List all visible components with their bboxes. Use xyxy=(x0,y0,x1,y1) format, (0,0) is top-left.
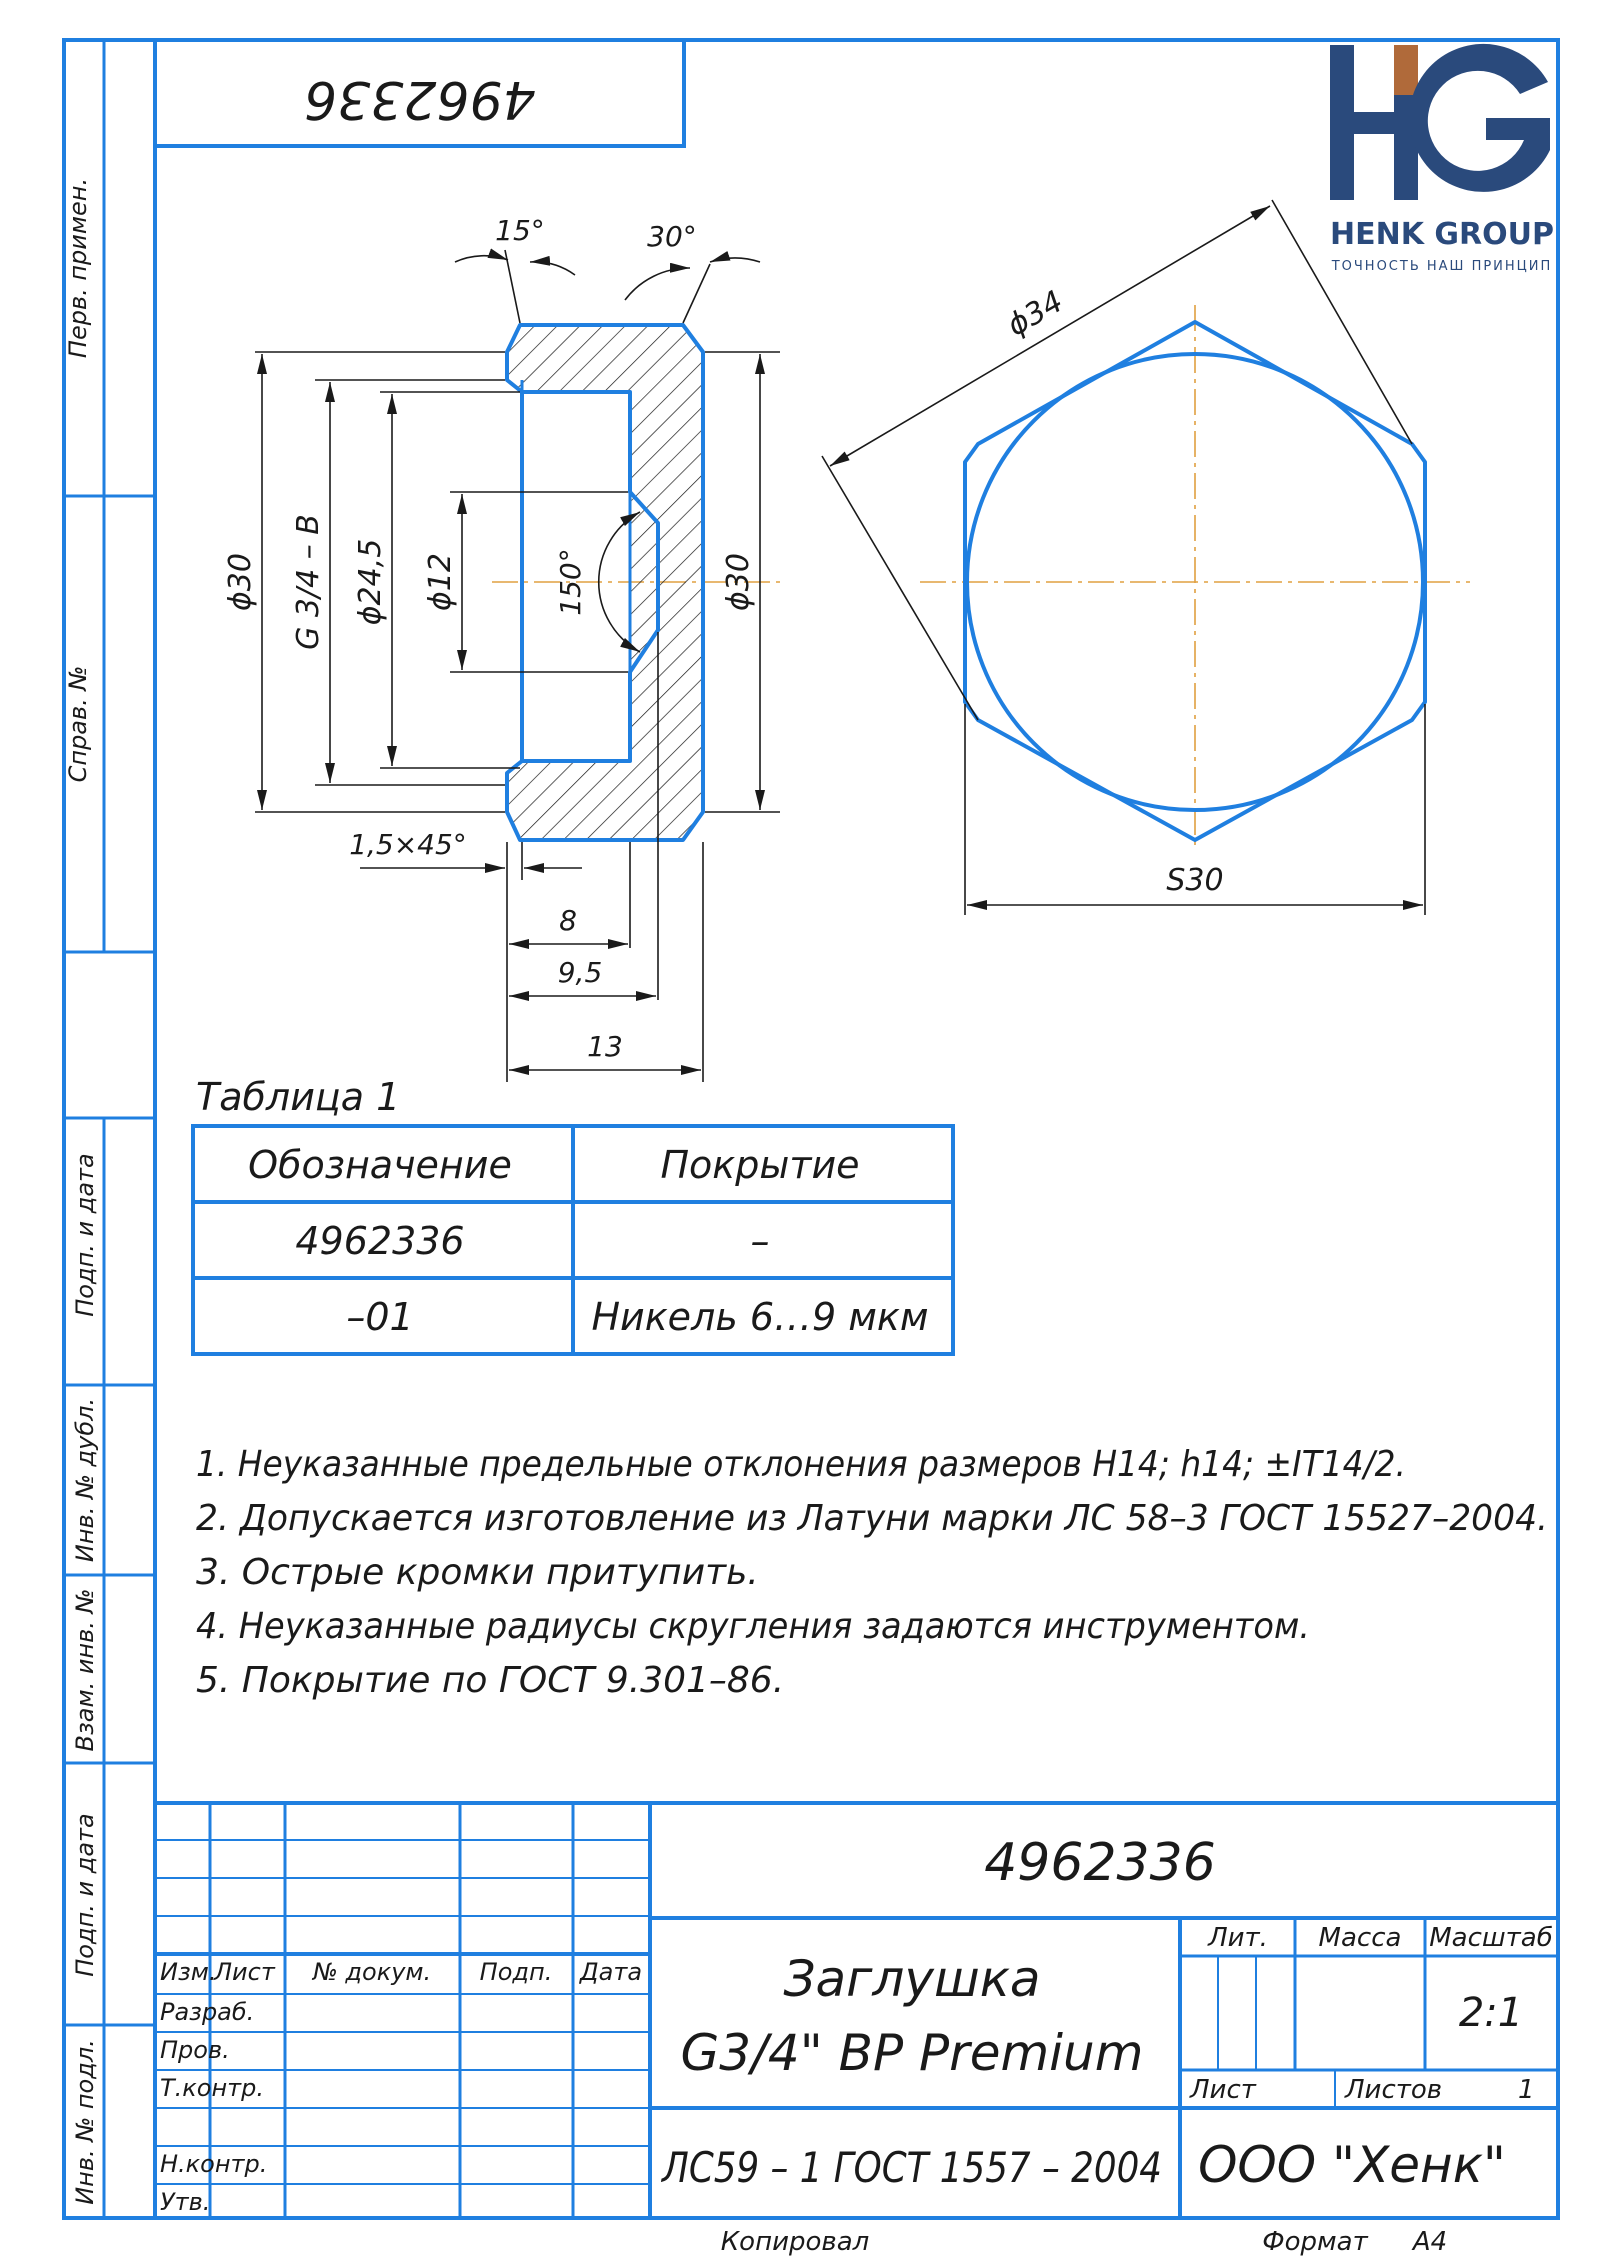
table-header-designation: Обозначение xyxy=(248,1143,512,1187)
tb-data: Дата xyxy=(579,1958,643,1986)
tb-massa: Масса xyxy=(1318,1923,1402,1953)
tb-company: ООО "Хенк" xyxy=(1198,2136,1506,2194)
tb-n-dokum: № докум. xyxy=(312,1958,432,1986)
table-title: Таблица 1 xyxy=(196,1075,401,1119)
dim-len-8: 8 xyxy=(559,904,577,937)
tb-name-line2: G3/4" ВР Premium xyxy=(680,2024,1144,2082)
dim-d34: ϕ34 xyxy=(1001,284,1070,344)
table-cell-r2-c1: –01 xyxy=(346,1295,414,1339)
dim-d12: ϕ12 xyxy=(423,553,458,611)
title-block xyxy=(155,1803,1558,2218)
dim-chamfer: 1,5×45° xyxy=(349,828,467,861)
dim-angle-30: 30° xyxy=(647,220,697,253)
dim-angle-150: 150° xyxy=(554,548,587,616)
footer-kopiroval: Копировал xyxy=(720,2227,870,2257)
dim-d30-right: ϕ30 xyxy=(721,553,756,611)
dim-s30: S30 xyxy=(1166,863,1224,898)
tb-number: 4962336 xyxy=(984,1833,1216,1893)
side-labels xyxy=(64,178,99,2205)
footer-format-label: Формат xyxy=(1262,2227,1368,2257)
note-5: 5. Покрытие по ГОСТ 9.301–86. xyxy=(196,1660,785,1701)
logo-company-name: HENK GROUP xyxy=(1330,217,1554,252)
dim-len-9-5: 9,5 xyxy=(557,956,603,989)
end-view-hex xyxy=(822,200,1470,915)
side-label-inv-podl: Инв. № подл. xyxy=(71,2039,99,2205)
tb-scale: 2:1 xyxy=(1458,1990,1524,2036)
table-cell-r1-c2: – xyxy=(750,1219,770,1263)
note-3: 3. Острые кромки притупить. xyxy=(196,1552,759,1593)
side-label-podp-data-2: Подп. и дата xyxy=(71,1813,99,1977)
coating-table xyxy=(193,1075,953,1354)
tb-nkontr: Н.контр. xyxy=(160,2150,268,2178)
tb-lit: Лит. xyxy=(1208,1923,1268,1953)
logo-slogan: ТОЧНОСТЬ НАШ ПРИНЦИП xyxy=(1331,259,1553,274)
table-cell-r1-c1: 4962336 xyxy=(295,1219,465,1263)
section-view xyxy=(223,214,780,1082)
dim-d24-5: ϕ24,5 xyxy=(353,538,388,626)
tb-prov: Пров. xyxy=(160,2036,230,2064)
company-logo xyxy=(1330,44,1554,274)
note-1: 1. Неуказанные предельные отклонения размеров H14; h14; ±IT14/2. xyxy=(196,1444,1406,1485)
table-header-coating: Покрытие xyxy=(660,1143,860,1187)
side-label-vzam-inv: Взам. инв. № xyxy=(71,1588,99,1752)
side-label-sprav-no: Справ. № xyxy=(64,665,92,783)
tb-list-col: Лист xyxy=(214,1958,275,1986)
tb-masshtab: Масштаб xyxy=(1429,1923,1553,1953)
side-label-podp-data-1: Подп. и дата xyxy=(71,1153,99,1317)
footer-format-value: А4 xyxy=(1412,2227,1448,2257)
dim-len-13: 13 xyxy=(587,1030,623,1063)
note-4: 4. Неуказанные радиусы скругления задаются инструментом. xyxy=(196,1606,1310,1647)
doc-number-rotated: 4962336 xyxy=(304,69,536,129)
sheet-frame xyxy=(64,40,1558,2218)
side-label-inv-dubl: Инв. № дубл. xyxy=(71,1397,99,1563)
tb-izm: Изм. xyxy=(160,1958,217,1986)
tb-name-line1: Заглушка xyxy=(783,1950,1041,2008)
tb-utv: Утв. xyxy=(160,2188,211,2216)
tb-razrab: Разраб. xyxy=(160,1998,255,2026)
dim-d30-left: ϕ30 xyxy=(223,553,258,611)
dim-angle-15: 15° xyxy=(495,214,545,247)
side-label-perv-primen: Перв. примен. xyxy=(64,177,92,359)
technical-notes xyxy=(196,1444,1548,1701)
table-cell-r2-c2: Никель 6…9 мкм xyxy=(591,1295,929,1339)
tb-list: Лист xyxy=(1190,2075,1256,2105)
tb-material: ЛС59 – 1 ГОСТ 1557 – 2004 xyxy=(660,2143,1162,2192)
tb-podp: Подп. xyxy=(479,1958,553,1986)
tb-listov: Листов xyxy=(1345,2075,1443,2105)
note-2: 2. Допускается изготовление из Латуни марки ЛС 58–3 ГОСТ 15527–2004. xyxy=(196,1498,1548,1539)
dim-thread: G 3/4 – B xyxy=(291,514,326,650)
logo-mark-hg-icon xyxy=(1330,44,1550,200)
tb-listov-value: 1 xyxy=(1518,2075,1535,2105)
tb-tkontr: Т.контр. xyxy=(160,2074,265,2102)
